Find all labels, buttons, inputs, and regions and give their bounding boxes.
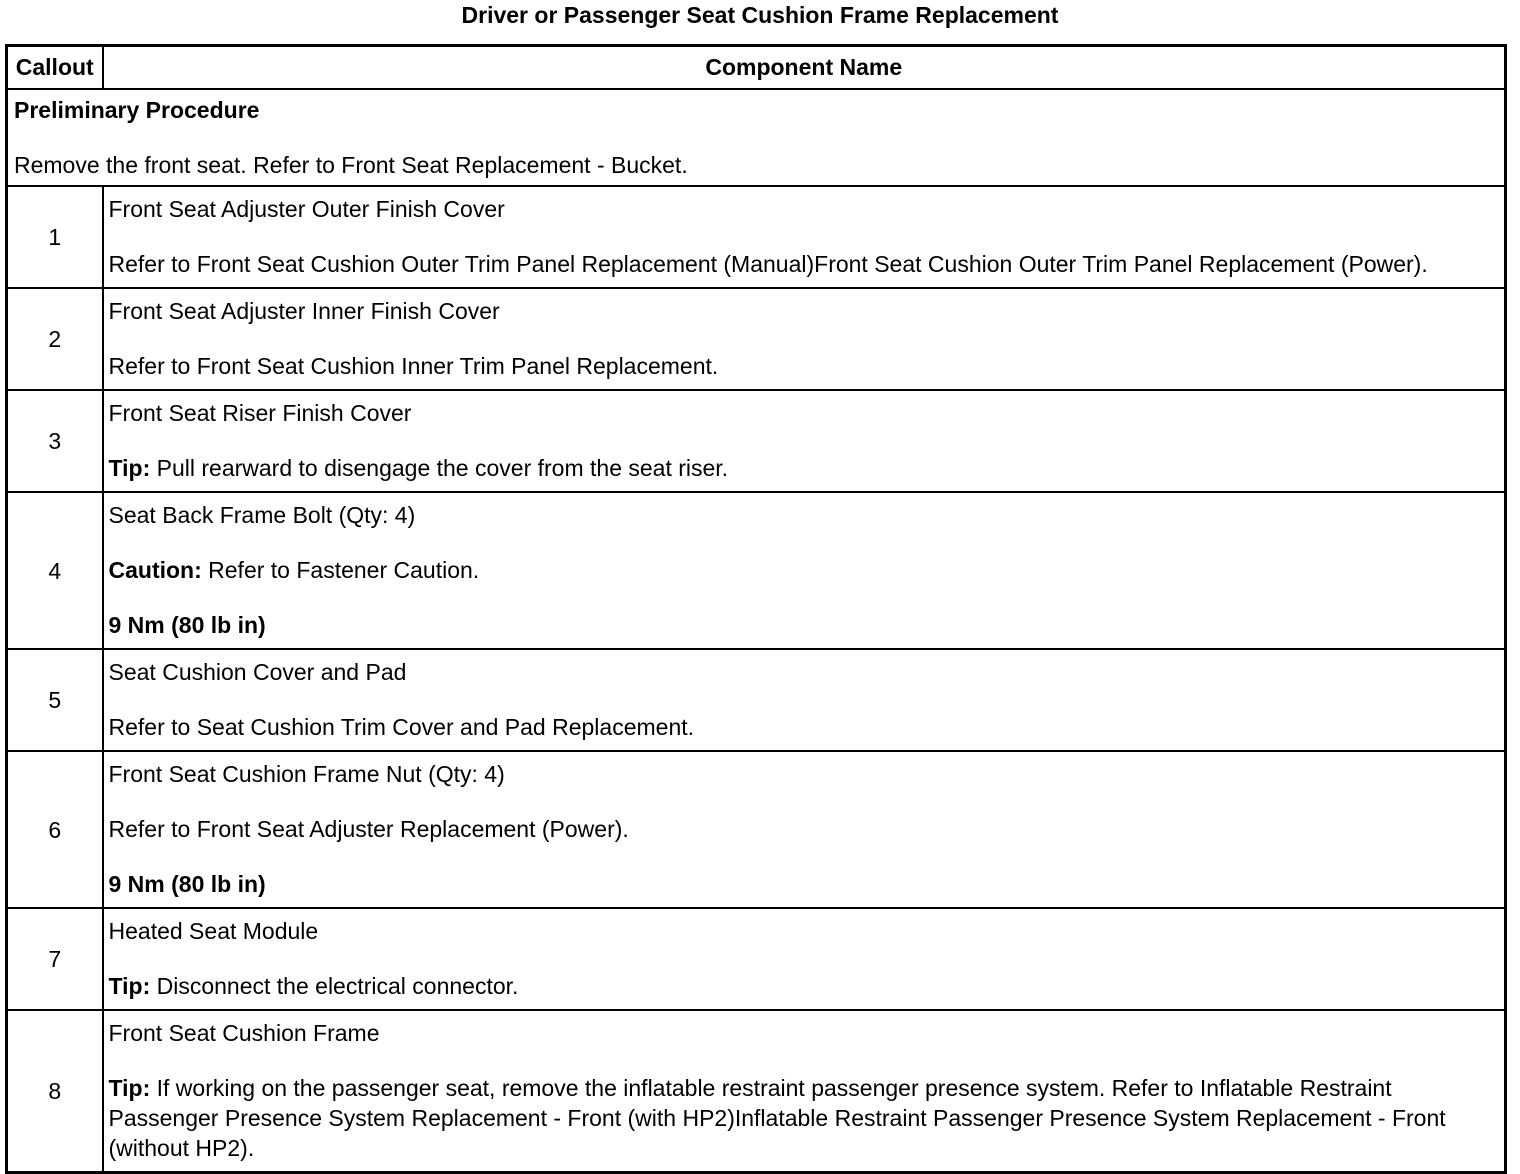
table-row	[7, 390, 1506, 492]
table-row	[7, 492, 1506, 649]
table-row	[7, 908, 1506, 1010]
preliminary-procedure-heading: Preliminary Procedure	[14, 97, 260, 123]
preliminary-procedure-row	[7, 89, 1506, 186]
callout-number: 7	[7, 908, 103, 1010]
tip-text: If working on the passenger seat, remove the inflatable restraint passenger presence system. Refer to Inflatable Restraint Passenger Presence System Replacement - Front (with HP2)Inflatable Restraint Passenger Presence System Replacement - Front (without HP2).	[108, 1075, 1446, 1161]
component-name: Front Seat Riser Finish Cover	[108, 400, 412, 426]
caution-label: Caution:	[108, 557, 202, 583]
table-header-row	[7, 46, 1506, 90]
tip-line	[109, 971, 1499, 1001]
callout-number: 3	[7, 390, 103, 492]
component-cell	[103, 649, 1506, 751]
table-row	[7, 288, 1506, 390]
preliminary-procedure-cell	[7, 89, 1506, 186]
tip-text: Disconnect the electrical connector.	[156, 973, 519, 999]
document-title: Driver or Passenger Seat Cushion Frame Replacement	[461, 2, 1059, 28]
component-cell	[103, 186, 1506, 288]
component-cell	[103, 492, 1506, 649]
component-note: Refer to Front Seat Adjuster Replacement (Power).	[108, 816, 629, 842]
component-name: Front Seat Adjuster Outer Finish Cover	[108, 196, 505, 222]
component-note: Refer to Front Seat Cushion Inner Trim Panel Replacement.	[108, 353, 719, 379]
callout-column-header: Callout	[7, 46, 103, 90]
tip-label: Tip:	[108, 455, 151, 481]
tip-line	[109, 453, 1499, 483]
table-row	[7, 751, 1506, 908]
component-cell	[103, 288, 1506, 390]
callout-number: 6	[7, 751, 103, 908]
component-note: Refer to Front Seat Cushion Outer Trim Panel Replacement (Manual)Front Seat Cushion Outer Trim Panel Replacement (Power).	[108, 251, 1428, 277]
component-name: Seat Cushion Cover and Pad	[108, 659, 407, 685]
torque-spec: 9 Nm (80 lb in)	[108, 612, 266, 638]
component-name: Seat Back Frame Bolt (Qty: 4)	[108, 502, 416, 528]
preliminary-procedure-text: Remove the front seat. Refer to Front Seat Replacement - Bucket.	[14, 152, 688, 178]
component-note: Refer to Seat Cushion Trim Cover and Pad Replacement.	[108, 714, 695, 740]
caution-text: Refer to Fastener Caution.	[208, 557, 480, 583]
component-name-column-header: Component Name	[103, 46, 1506, 90]
callout-number: 5	[7, 649, 103, 751]
table-row	[7, 649, 1506, 751]
tip-label: Tip:	[108, 973, 151, 999]
component-cell	[103, 390, 1506, 492]
tip-text: Pull rearward to disengage the cover from the seat riser.	[156, 455, 729, 481]
component-cell	[103, 751, 1506, 908]
component-cell	[103, 1010, 1506, 1173]
callout-number: 1	[7, 186, 103, 288]
table-row	[7, 186, 1506, 288]
component-name: Heated Seat Module	[108, 918, 319, 944]
component-cell	[103, 908, 1506, 1010]
callout-number: 8	[7, 1010, 103, 1173]
callout-number: 2	[7, 288, 103, 390]
component-name: Front Seat Cushion Frame	[108, 1020, 380, 1046]
torque-spec: 9 Nm (80 lb in)	[108, 871, 266, 897]
table-row	[7, 1010, 1506, 1173]
tip-label: Tip:	[108, 1075, 151, 1101]
component-name: Front Seat Adjuster Inner Finish Cover	[108, 298, 500, 324]
procedure-table	[5, 44, 1507, 1174]
component-name: Front Seat Cushion Frame Nut (Qty: 4)	[108, 761, 505, 787]
callout-number: 4	[7, 492, 103, 649]
tip-line	[109, 1073, 1499, 1163]
caution-line	[109, 555, 1499, 585]
